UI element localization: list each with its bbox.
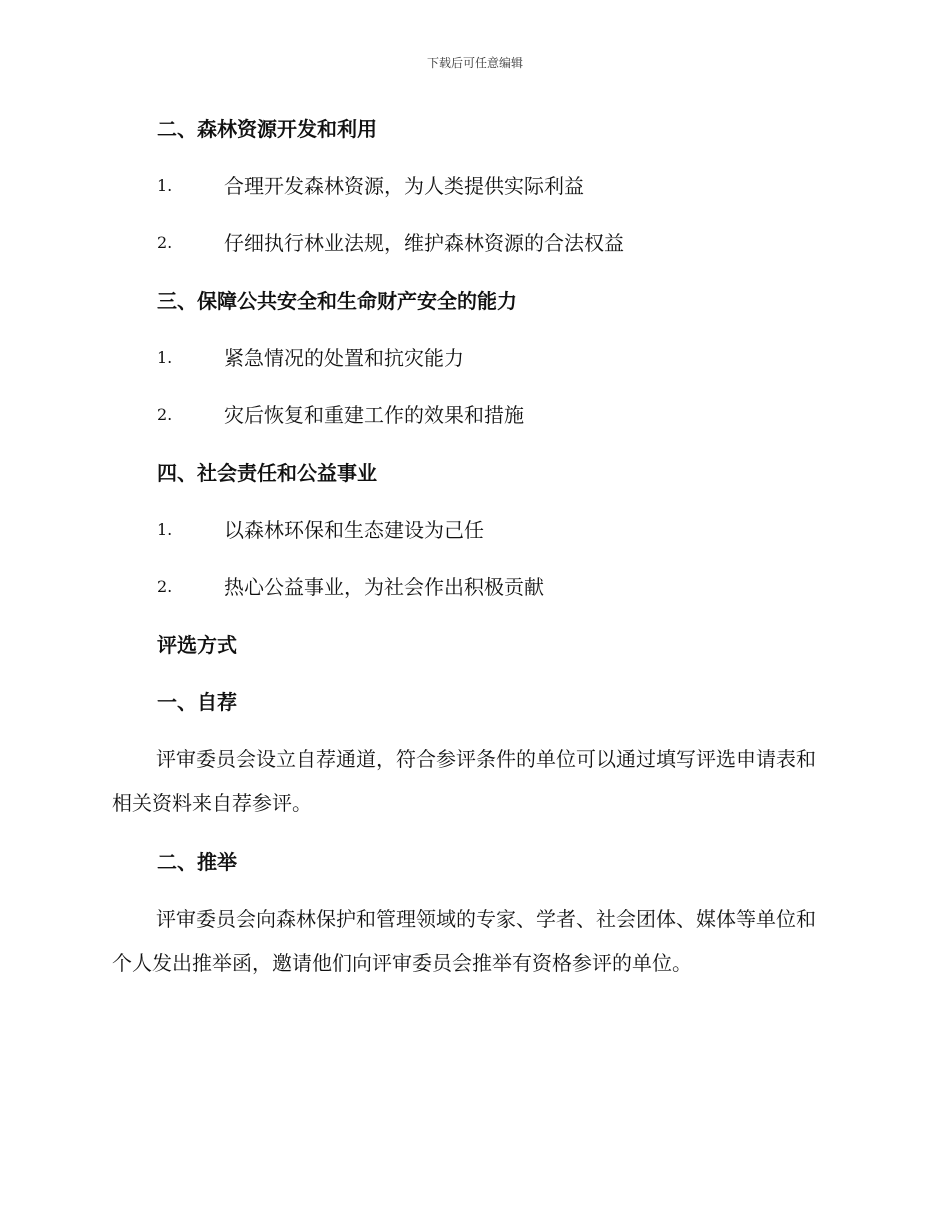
list-text: 仔细执行林业法规，维护森林资源的合法权益 bbox=[224, 231, 624, 255]
header-note: 下载后可任意编辑 bbox=[426, 56, 523, 70]
self-recommend-paragraph: 评审委员会设立自荐通道，符合参评条件的单位可以通过填写评选申请表和相关资料来自荐参评。 bbox=[112, 747, 816, 815]
list-number: 2. bbox=[157, 233, 173, 252]
list-text: 紧急情况的处置和抗灾能力 bbox=[224, 346, 464, 370]
list-text: 灾后恢复和重建工作的效果和措施 bbox=[224, 403, 524, 427]
list-number: 2. bbox=[157, 577, 173, 596]
nomination-paragraph: 评审委员会向森林保护和管理领域的专家、学者、社会团体、媒体等单位和个人发出推举函，邀请他们向评审委员会推举有资格参评的单位。 bbox=[112, 907, 816, 975]
nomination-heading: 二、推举 bbox=[157, 850, 237, 874]
selection-method-heading: 评选方式 bbox=[157, 633, 237, 657]
self-recommend-heading: 一、自荐 bbox=[157, 690, 237, 714]
list-text: 以森林环保和生态建设为己任 bbox=[224, 518, 484, 542]
section-heading-responsibility: 四、社会责任和公益事业 bbox=[157, 461, 377, 485]
list-number: 2. bbox=[157, 405, 173, 424]
list-number: 1. bbox=[157, 520, 173, 539]
list-text: 合理开发森林资源，为人类提供实际利益 bbox=[224, 174, 584, 198]
section-heading-safety: 三、保障公共安全和生命财产安全的能力 bbox=[157, 289, 517, 313]
section-heading-development: 二、森林资源开发和利用 bbox=[157, 117, 377, 141]
list-number: 1. bbox=[157, 176, 173, 195]
list-text: 热心公益事业，为社会作出积极贡献 bbox=[224, 575, 544, 599]
list-number: 1. bbox=[157, 348, 173, 367]
